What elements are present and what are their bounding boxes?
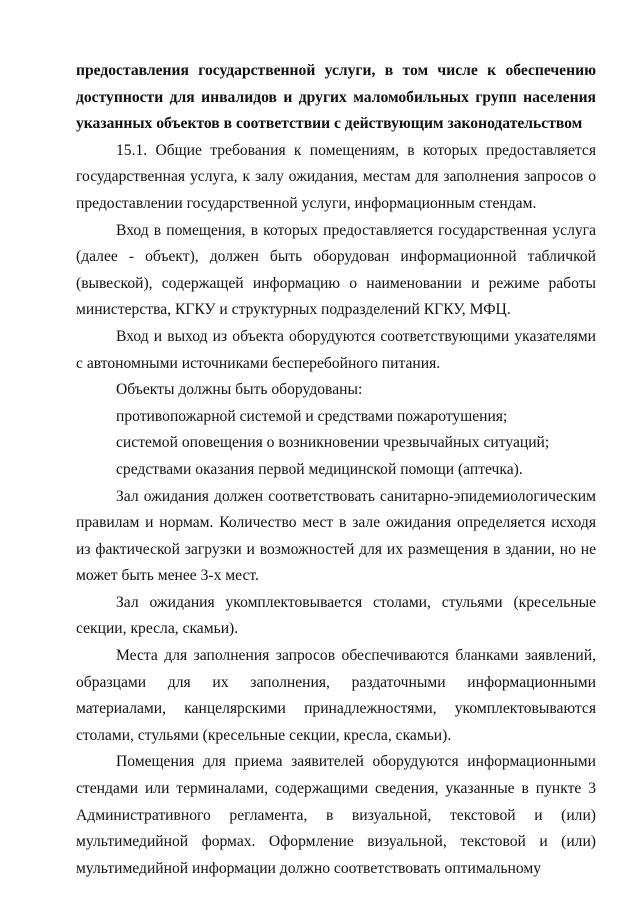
paragraph-waiting-room-furniture: Зал ожидания укомплектовывается столами, стульями (кресельные секции, кресла, скамьи). <box>76 593 596 638</box>
list-item-fire-safety: противопожарной системой и средствами пожаротушения; <box>116 407 508 425</box>
section-heading: предоставления государственной услуги, в том числе к обеспечению доступности для инвалидов и других маломобильных групп населения указанных объектов в соответствии с действующим законодательством <box>76 62 596 133</box>
paragraph-equipment-intro: Объекты должны быть оборудованы: <box>116 381 363 399</box>
paragraph-information-stands: Помещения для приема заявителей оборудуются информационными стендами или терминалами, содержащими сведения, указанные в пункте 3 Административного регламента, в визуальной, текстовой и (или) мультимедийной формах. Оформление визуальной, текстовой и (или) мультимедийной информации должно соответствовать оптимальному <box>76 753 596 877</box>
list-item-emergency-alert: системой оповещения о возникновении чрезвычайных ситуаций; <box>116 434 550 452</box>
paragraph-entrance-signage: Вход в помещения, в которых предоставляется государственная услуга (далее - объект), должен быть оборудован информационной табличкой (вывеской), содержащей информацию о наименовании и режиме работы министерства, КГКУ и структурных подразделений КГКУ, МФЦ. <box>76 221 596 319</box>
paragraph-entrance-exit-pointers: Вход и выход из объекта оборудуются соответствующими указателями с автономными источниками бесперебойного питания. <box>76 327 596 372</box>
paragraph-waiting-room-norms: Зал ожидания должен соответствовать санитарно-эпидемиологическим правилам и нормам. Количество мест в зале ожидания определяется исходя из фактической загрузки и возможностей для их размещения в здании, но не может быть менее 3-х мест. <box>76 487 596 585</box>
document-page <box>76 58 596 882</box>
paragraph-15-1: 15.1. Общие требования к помещениям, в которых предоставляется государственная услуга, к залу ожидания, местам для заполнения запросов о предоставлении государственной услуги, информационным стендам. <box>76 141 596 212</box>
paragraph-request-places: Места для заполнения запросов обеспечиваются бланками заявлений, образцами для их заполнения, раздаточными информационными материалами, канцелярскими принадлежностями, укомплектовываются столами, стульями (кресельные секции, кресла, скамьи). <box>76 647 596 744</box>
list-item-first-aid: средствами оказания первой медицинской помощи (аптечка). <box>116 460 523 478</box>
